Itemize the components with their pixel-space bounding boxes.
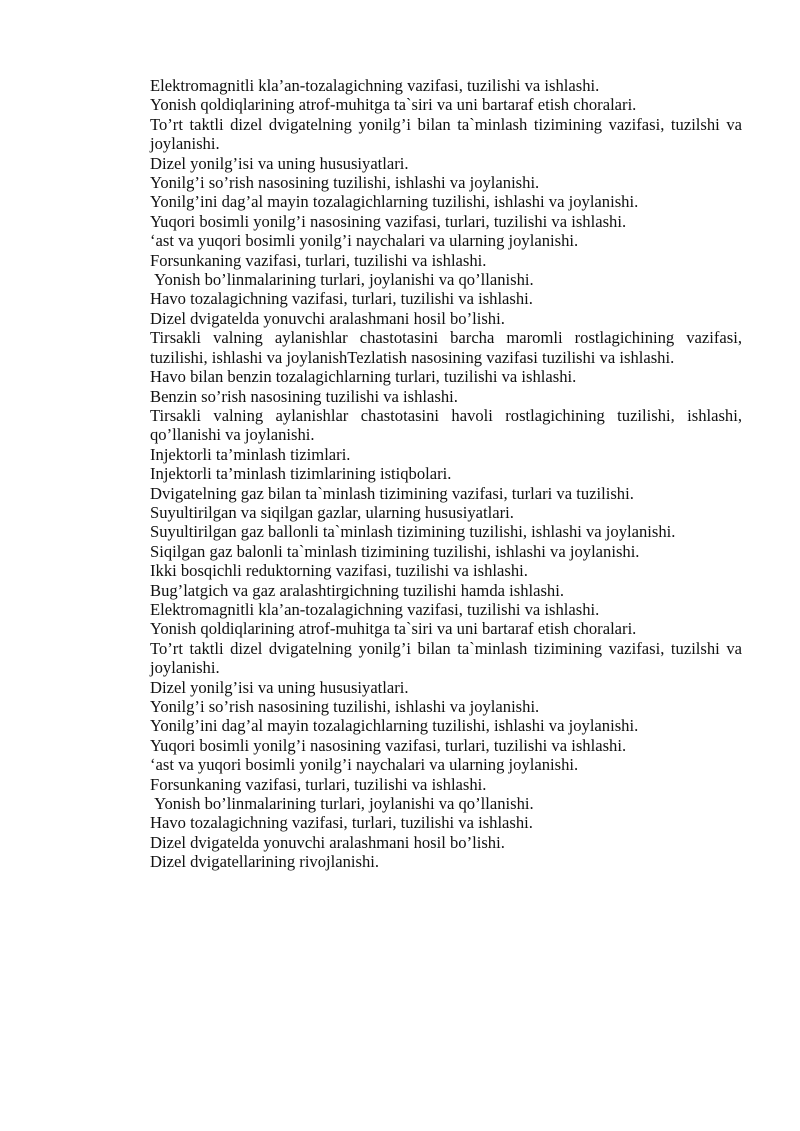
text-line: Suyultirilgan va siqilgan gazlar, ularning hususiyatlari.	[150, 502, 514, 522]
text-line: Benzin so’rish nasosining tuzilishi va ishlashi.	[150, 386, 458, 406]
text-line: Havo bilan benzin tozalagichlarning turlari, tuzilishi va ishlashi.	[150, 367, 577, 387]
text-line: Elektromagnitli kla’an-tozalagichning vazifasi, tuzilishi va ishlashi.	[150, 599, 600, 619]
text-line: Yonish bo’linmalarining turlari, joylanishi va qo’llanishi.	[150, 794, 534, 814]
text-line: Injektorli ta’minlash tizimlari.	[150, 444, 351, 464]
text-line: ‘ast va yuqori bosimli yonilg’i naychalari va ularning joylanishi.	[150, 755, 579, 775]
text-line: Havo tozalagichning vazifasi, turlari, tuzilishi va ishlashi.	[150, 813, 533, 833]
text-line: Dizel yonilg’isi va uning hususiyatlari.	[150, 677, 409, 697]
text-line: Yuqori bosimli yonilg’i nasosining vazifasi, turlari, tuzilishi va ishlashi.	[150, 735, 627, 755]
text-line: Tirsakli valning aylanishlar chastotasini barcha maromli rostlagichining vazifasi, tuzilishi, ishlashi va joylanishTezlatish nasosining vazifasi tuzilishi va ishlashi.	[150, 328, 742, 367]
text-line: Tirsakli valning aylanishlar chastotasini havoli rostlagichining tuzilishi, ishlashi, qo’llanishi va joylanishi.	[150, 405, 742, 445]
text-line: Injektorli ta’minlash tizimlarining istiqbolari.	[150, 464, 452, 484]
text-line: Yuqori bosimli yonilg’i nasosining vazifasi, turlari, tuzilishi va ishlashi.	[150, 211, 627, 231]
text-line: Yonish bo’linmalarining turlari, joylanishi va qo’llanishi.	[150, 270, 534, 290]
text-line: Elektromagnitli kla’an-tozalagichning vazifasi, tuzilishi va ishlashi.	[150, 76, 600, 95]
text-line: Dizel dvigatellarining rivojlanishi.	[150, 852, 380, 872]
text-line: Suyultirilgan gaz ballonli ta`minlash tizimining tuzilishi, ishlashi va joylanishi.	[150, 522, 676, 542]
text-line: ‘ast va yuqori bosimli yonilg’i naychalari va ularning joylanishi.	[150, 231, 579, 251]
text-line: Bug’latgich va gaz aralashtirgichning tuzilishi hamda ishlashi.	[150, 580, 564, 600]
document-page	[150, 76, 742, 872]
text-line: To’rt taktli dizel dvigatelning yonilg’i bilan ta`minlash tizimining vazifasi, tuzilshi va joylanishi.	[150, 638, 742, 678]
text-line: To’rt taktli dizel dvigatelning yonilg’i bilan ta`minlash tizimining vazifasi, tuzilshi va joylanishi.	[150, 114, 742, 154]
text-line: Dizel dvigatelda yonuvchi aralashmani hosil bo’lishi.	[150, 308, 505, 328]
text-line: Dizel yonilg’isi va uning hususiyatlari.	[150, 153, 409, 173]
text-line: Yonish qoldiqlarining atrof-muhitga ta`siri va uni bartaraf etish choralari.	[150, 619, 637, 639]
text-line: Dizel dvigatelda yonuvchi aralashmani hosil bo’lishi.	[150, 832, 505, 852]
text-line: Ikki bosqichli reduktorning vazifasi, tuzilishi va ishlashi.	[150, 561, 528, 581]
text-line: Yonilg’ini dag’al mayin tozalagichlarning tuzilishi, ishlashi va joylanishi.	[150, 192, 639, 212]
text-line: Yonish qoldiqlarining atrof-muhitga ta`siri va uni bartaraf etish choralari.	[150, 95, 637, 115]
text-line: Havo tozalagichning vazifasi, turlari, tuzilishi va ishlashi.	[150, 289, 533, 309]
text-line: Dvigatelning gaz bilan ta`minlash tizimining vazifasi, turlari va tuzilishi.	[150, 483, 634, 503]
text-line: Yonilg’ini dag’al mayin tozalagichlarning tuzilishi, ishlashi va joylanishi.	[150, 716, 639, 736]
text-line: Siqilgan gaz balonli ta`minlash tizimining tuzilishi, ishlashi va joylanishi.	[150, 541, 640, 561]
text-line: Forsunkaning vazifasi, turlari, tuzilishi va ishlashi.	[150, 250, 487, 270]
text-line: Forsunkaning vazifasi, turlari, tuzilishi va ishlashi.	[150, 774, 487, 794]
text-line: Yonilg’i so’rish nasosining tuzilishi, ishlashi va joylanishi.	[150, 697, 540, 716]
text-line: Yonilg’i so’rish nasosining tuzilishi, ishlashi va joylanishi.	[150, 173, 540, 193]
